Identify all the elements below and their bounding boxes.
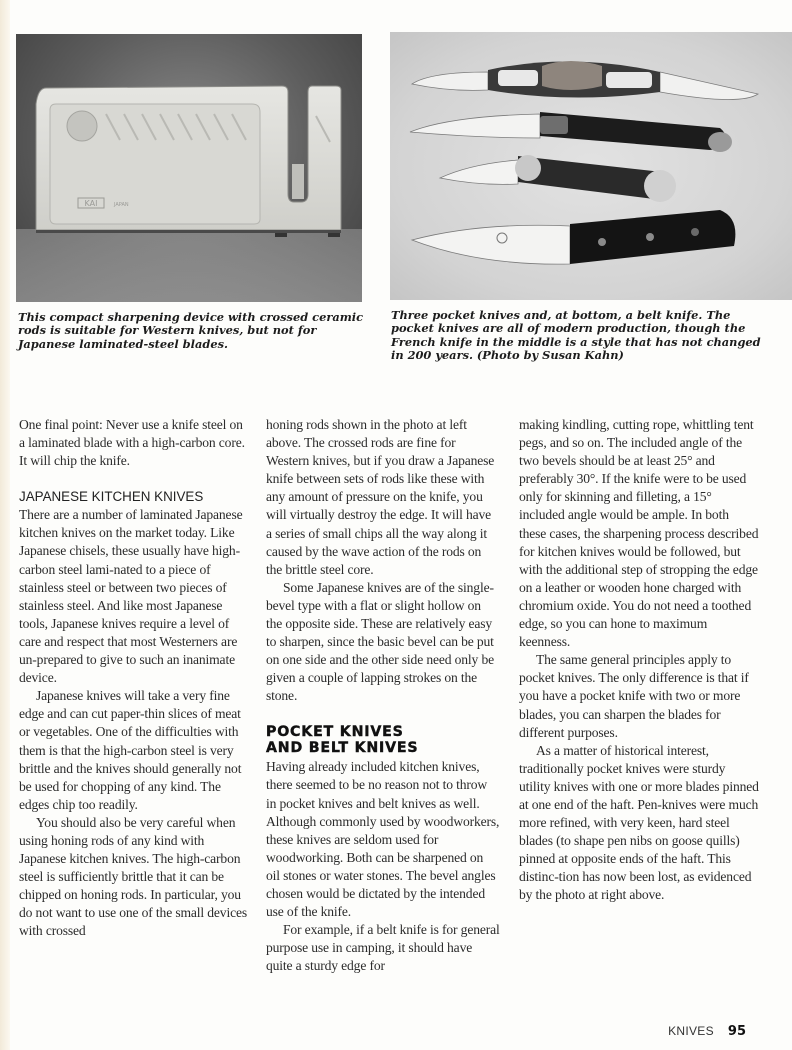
origin-mark: JAPAN — [114, 202, 129, 208]
figure-caption-right: Three pocket knives and, at bottom, a belt knife. The pocket knives are all of modern production, though the French knife in the middle is a style that has not changed in 200 years. (Photo by Susan Kahn) — [391, 308, 761, 363]
paragraph: making kindling, cutting rope, whittling tent pegs, and so on. The included angle of the two bevels should be at least 25° and preferably 30°. If the knife were to be used only for skinning and filleting, a 15° included angle would be ample. In both these cases, the sharpening process described for kitchen knives would be followed, but with the additional step of stropping the edge on a leather or wooden hone charged with chromium oxide. You do not need a toothed edge, so you can hone to maximum keenness. — [519, 417, 759, 650]
belt-knife — [412, 210, 735, 264]
heading-line: POCKET KNIVES — [266, 723, 404, 740]
section-heading-pocket-and-belt-knives — [266, 724, 500, 757]
paragraph: One final point: Never use a knife steel on a laminated blade with a high-carbon core. It will chip the knife. — [19, 417, 245, 469]
text-column-3 — [519, 416, 759, 905]
paragraph: Japanese knives will take a very fine edge and can cut paper-thin slices of meat or vegetables. One of the difficulties with them is that the high-carbon steel is very brittle and the knives should generally not be used for chopping of any kind. The edges chip too readily. — [19, 688, 242, 812]
paragraph: Having already included kitchen knives, there seemed to be no reason not to throw in pocket knives and belt knives as well. Although commonly used by woodworkers, these knives are seldom used for woodworking. Both can be sharpened on oil stones or water stones. The bevel angles chosen would be dictated by the intended use of the knife. — [266, 759, 500, 920]
paragraph: For example, if a belt knife is for general purpose use in camping, it should have quite a sturdy edge for — [266, 922, 500, 974]
page-edge — [0, 0, 10, 1050]
pocket-knife-2 — [410, 112, 732, 152]
page-footer — [668, 1024, 746, 1039]
running-footer-section: KNIVES — [668, 1024, 714, 1038]
figure-caption-left: This compact sharpening device with crossed ceramic rods is suitable for Western knives, but not for Japanese laminated-steel blades. — [18, 310, 364, 351]
paragraph: Some Japanese knives are of the single-bevel type with a flat or slight hollow on the opposite side. These are relatively easy to sharpen, since the basic bevel can be put on one side and the other side need only be given a couple of lapping strokes on the stone. — [266, 579, 494, 704]
paragraph: honing rods shown in the photo at left above. The crossed rods are fine for Western knives, but if you draw a Japanese knife between sets of rods like these with any amount of pressure on the knife, you will virtually destroy the edge. It will have a series of small chips all the way along it caused by the wave action of the rods on the brittle steel core. — [266, 417, 495, 577]
page-number: 95 — [727, 1024, 746, 1039]
sharpener-photo — [16, 34, 362, 302]
paragraph: The same general principles apply to pocket knives. The only difference is that if you have a pocket knife with two or more blades, you can sharpen the blades for different purposes. — [519, 652, 749, 740]
text-column-1 — [19, 416, 247, 941]
pocket-knife-1 — [412, 61, 758, 100]
paragraph: There are a number of laminated Japanese kitchen knives on the market today. Like Japanese chisels, these usually have high-carbon steel lami-nated to a piece of stainless steel or between two pieces of stainless steel. And like most Japanese tools, Japanese knives require a level of care and respect that most Westerners are un-prepared to give to such an inanimate device. — [19, 507, 243, 686]
section-heading-japanese-kitchen-knives: JAPANESE KITCHEN KNIVES — [19, 489, 204, 505]
pocket-knife-3 — [440, 155, 676, 202]
paragraph: As a matter of historical interest, traditionally pocket knives were sturdy utility knives with one or more blades pinned at one end of the haft. Pen-knives were much more refined, with very keen, hard steel blades (to shape pen nibs on goose quills) pinned at opposite ends of the haft. This distinc-tion has now been lost, as evidenced by the photo at right above. — [519, 742, 759, 903]
knives-photo — [390, 32, 792, 300]
heading-line: AND BELT KNIVES — [266, 739, 419, 756]
paragraph: You should also be very careful when using honing rods of any kind with Japanese kitchen knives. The high-carbon steel is sufficiently brittle that it can be chipped on honing rods. In particular, you do not want to use one of the small devices with crossed — [19, 814, 247, 939]
text-column-2 — [266, 416, 500, 975]
brand-logo: KAI — [84, 199, 98, 208]
